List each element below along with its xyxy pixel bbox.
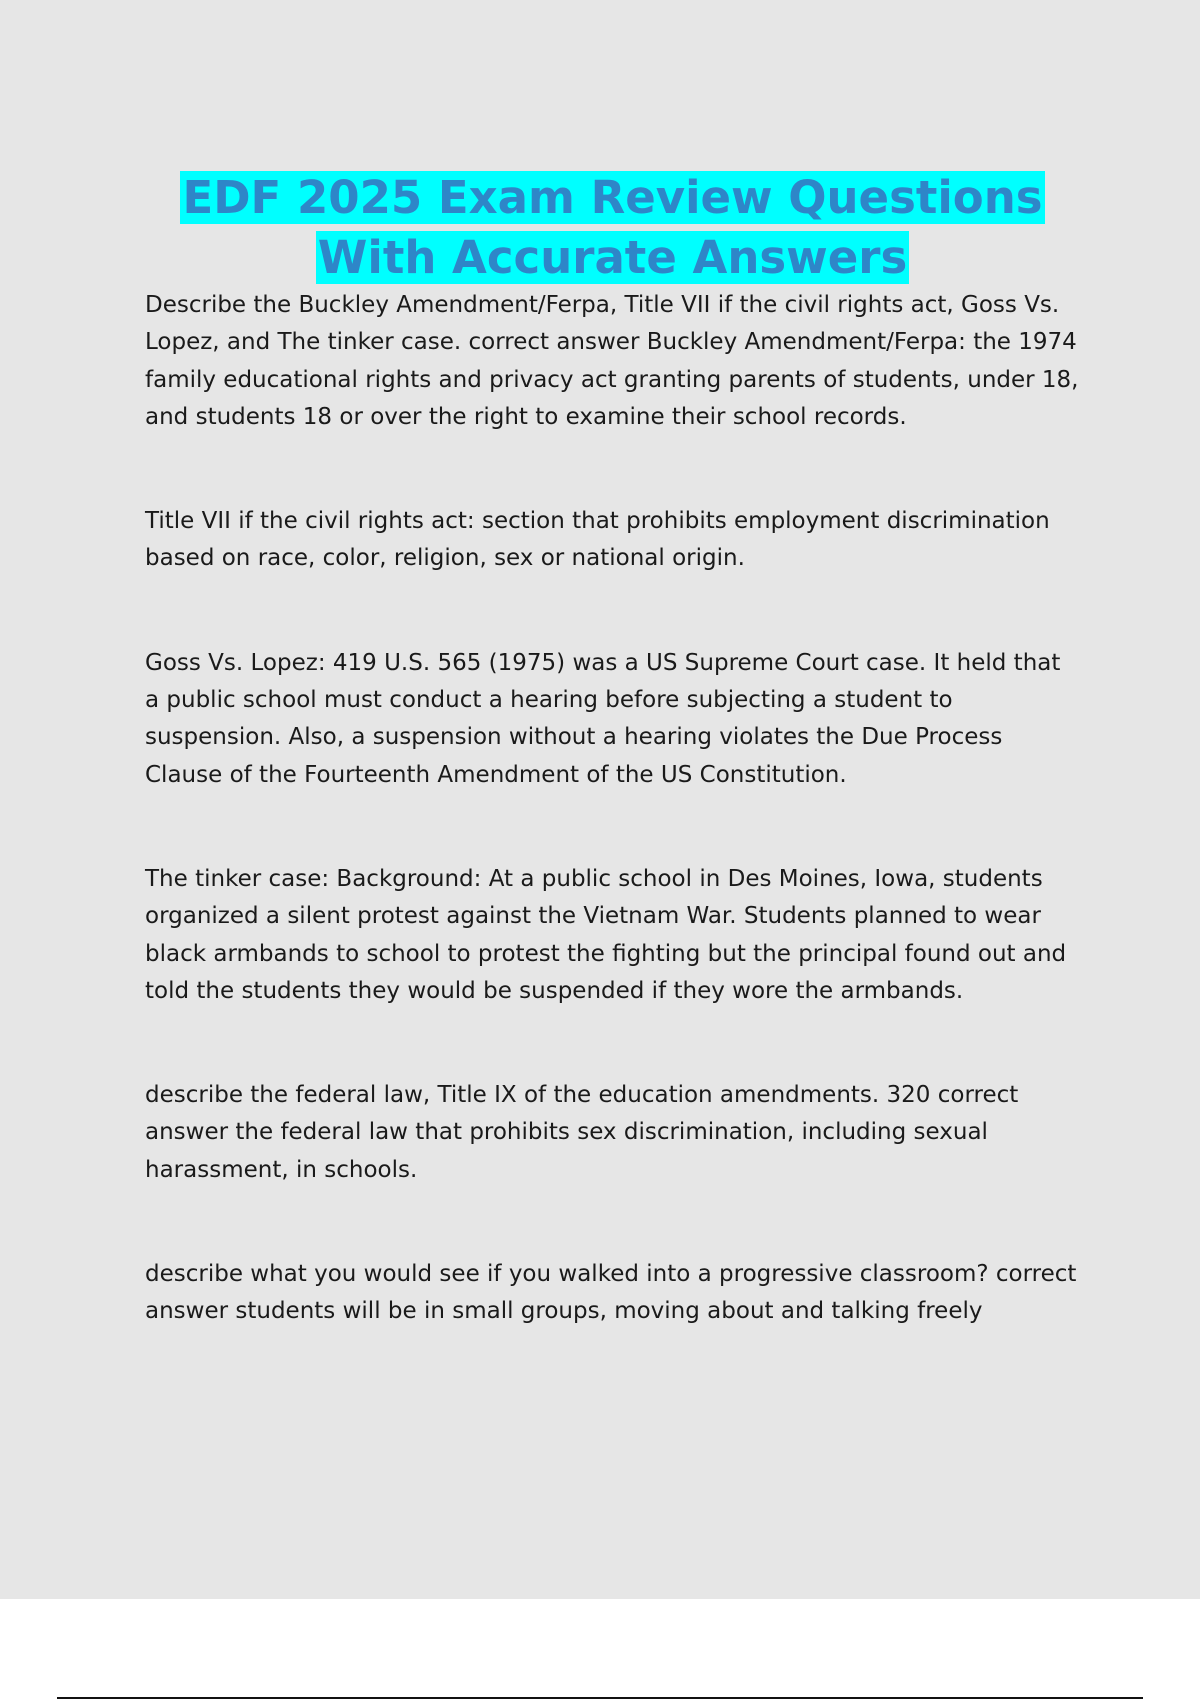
title-line-2: With Accurate Answers [317, 231, 908, 284]
bottom-divider [57, 1697, 1143, 1699]
paragraph-progressive-classroom: describe what you would see if you walked into a progressive classroom? correct answer students will be in small groups, moving about and talking freely [145, 1261, 1077, 1325]
paragraph-title-ix: describe the federal law, Title IX of the education amendments. 320 correct answer the federal law that prohibits sex discrimination, including sexual harassment, in schools. [145, 1082, 1019, 1183]
paragraph-title-vii: Title VII if the civil rights act: section that prohibits employment discrimination based on race, color, religion, sex or national origin. [145, 508, 1050, 572]
paragraph-tinker-case: The tinker case: Background: At a public school in Des Moines, Iowa, students organized a silent protest against the Vietnam War. Students planned to wear black armbands to school to protest the fighting but the principal found out and told the students they would be suspended if they wore the armbands. [145, 865, 1067, 1004]
document-body [145, 287, 1080, 1331]
document-title [145, 168, 1080, 288]
paragraph-buckley-amendment: Describe the Buckley Amendment/Ferpa, Title VII if the civil rights act, Goss Vs. Lopez, and The tinker case. correct answer Buckley Amendment/Ferpa: the 1974 family educational rights and privacy act granting parents of students, under 18, and students 18 or over the right to examine their school records. [145, 292, 1079, 430]
title-line-1: EDF 2025 Exam Review Questions [182, 171, 1043, 224]
paragraph-goss-vs-lopez: Goss Vs. Lopez: 419 U.S. 565 (1975) was a US Supreme Court case. It held that a public school must conduct a hearing before subjecting a student to suspension. Also, a suspension without a hearing violates the Due Process Clause of the Fourteenth Amendment of the US Constitution. [145, 649, 1061, 788]
